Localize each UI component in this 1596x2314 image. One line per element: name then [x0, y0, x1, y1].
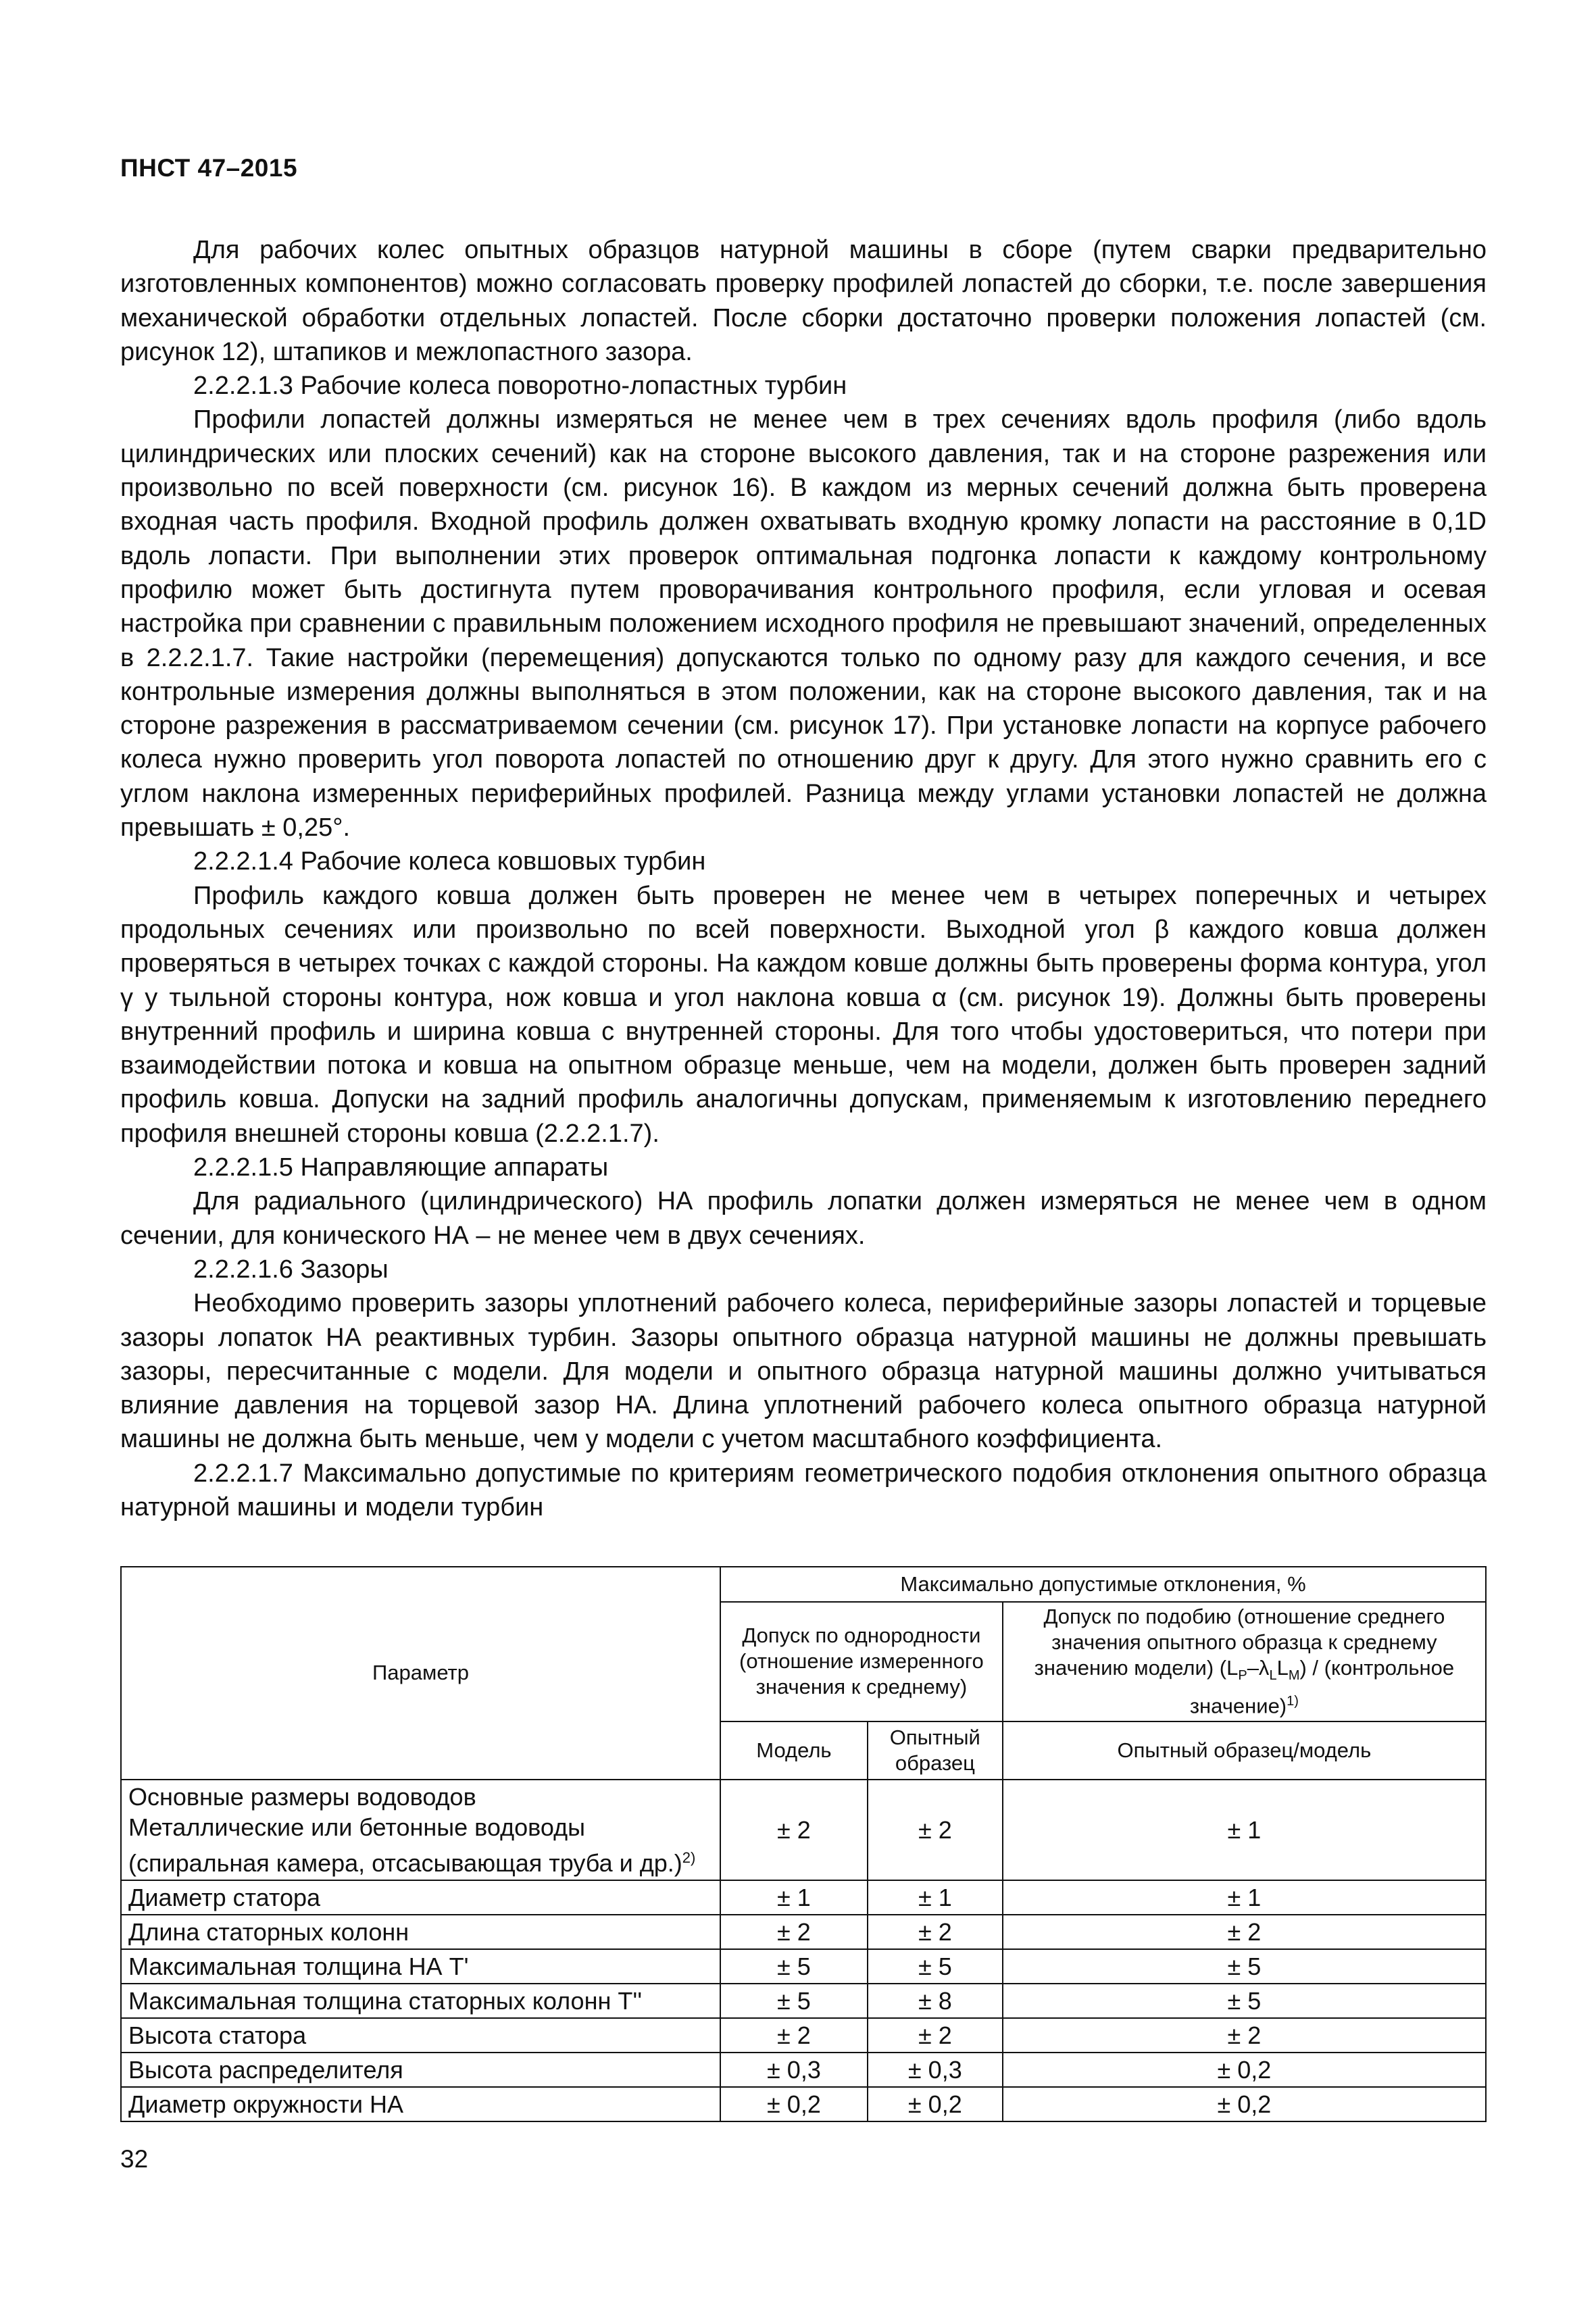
header-prototype: Опытный образец: [868, 1721, 1003, 1780]
table-cell: ± 2: [720, 1915, 868, 1949]
document-code-header: ПНСТ 47–2015: [120, 154, 298, 182]
table-row: [121, 1880, 1486, 1915]
table-row: [121, 2053, 1486, 2087]
section-heading: 2.2.2.1.6 Зазоры: [193, 1255, 389, 1284]
paragraph: Для рабочих колес опытных образцов натурной машины в сборе (путем сварки предварительно изготовленных компонентов) можно согласовать проверку профилей лопастей до сборки, т.е. после завершения механической обработки отдельных лопастей. После сборки достаточно проверки положения лопастей (см. рисунок 12), штапиков и межлопастного зазора.: [120, 236, 1487, 366]
page-number: 32: [120, 2145, 149, 2173]
table-cell-param: Длина статорных колонн: [121, 1915, 720, 1949]
table-cell: ± 0,2: [868, 2087, 1003, 2121]
table-cell-param: Максимальная толщина НА T': [121, 1949, 720, 1984]
paragraph: Необходимо проверить зазоры уплотнений рабочего колеса, периферийные зазоры лопастей и торцевые зазоры лопаток НА реактивных турбин. Зазоры опытного образца натурной машины не должны превышать зазоры, пересчитанные с модели. Для модели и опытного образца натурной машины должно учитываться влияние давления на торцевой зазор НА. Длина уплотнений рабочего колеса опытного образца натурной машины не должна быть меньше, чем у модели с учетом масштабного коэффициента.: [120, 1289, 1487, 1454]
table-cell-param: Высота распределителя: [121, 2053, 720, 2087]
table-cell: ± 1: [868, 1880, 1003, 1915]
table-cell-param: Основные размеры водоводов Металлические или бетонные водоводы (спиральная камера, отсасывающая труба и др.)$^{2)}$: [121, 1780, 720, 1880]
table-cell: ± 5: [1003, 1984, 1486, 2018]
table-cell: ± 1: [1003, 1780, 1486, 1880]
table-cell: ± 2: [868, 2018, 1003, 2053]
table-cell: ± 2: [1003, 1915, 1486, 1949]
table-row: [121, 1780, 1486, 1880]
table-cell: ± 2: [1003, 2018, 1486, 2053]
table-cell-param: Максимальная толщина статорных колонн T'': [121, 1984, 720, 2018]
table-cell: ± 5: [720, 1984, 868, 2018]
paragraph: Профили лопастей должны измеряться не менее чем в трех сечениях вдоль профиля (либо вдоль цилиндрических или плоских сечений) как на стороне высокого давления, так и на стороне разрежения или произвольно по всей поверхности (см. рисунок 16). В каждом из мерных сечений должна быть проверена входная часть профиля. Входной профиль должен охватывать входную кромку лопасти на расстояние в 0,1D вдоль лопасти. При выполнении этих проверок оптимальная подгонка лопасти к каждому контрольному профилю может быть достигнута путем проворачивания контрольного профиля, если угловая и осевая настройка при сравнении с правильным положением исходного профиля не превышают значений, определенных в 2.2.2.1.7. Такие настройки (перемещения) допускаются только по одному разу для каждого сечения, и все контрольные измерения должны выполняться в этом положении, как на стороне высокого давления, так и на стороне разрежения в рассматриваемом сечении (см. рисунок 17). При установке лопасти на корпусе рабочего колеса нужно проверить угол поворота лопастей по отношению друг к другу. Для этого нужно сравнить его с углом наклона измеренных периферийных профилей. Разница между углами установки лопастей не должна превышать ± 0,25°.: [120, 405, 1487, 842]
table-cell: ± 5: [1003, 1949, 1486, 1984]
section-heading: 2.2.2.1.4 Рабочие колеса ковшовых турбин: [193, 847, 706, 876]
table-cell-param: Диаметр статора: [121, 1880, 720, 1915]
table-row: [121, 1984, 1486, 2018]
table-cell: ± 2: [868, 1915, 1003, 1949]
header-parameter: Параметр: [121, 1567, 720, 1780]
header-max-deviations: Максимально допустимые отклонения, %: [720, 1567, 1486, 1602]
section-heading: 2.2.2.1.3 Рабочие колеса поворотно-лопастных турбин: [193, 372, 847, 401]
table-caption: 2.2.2.1.7 Максимально допустимые по критериям геометрического подобия отклонения опытного образца натурной машины и модели турбин: [120, 1459, 1487, 1521]
table-cell: ± 8: [868, 1984, 1003, 2018]
table-cell: ± 1: [720, 1880, 868, 1915]
table-cell: ± 0,2: [1003, 2053, 1486, 2087]
table-cell: ± 2: [720, 2018, 868, 2053]
table-cell: ± 1: [1003, 1880, 1486, 1915]
header-model: Модель: [720, 1721, 868, 1780]
table-cell: ± 2: [868, 1780, 1003, 1880]
table-cell: ± 5: [868, 1949, 1003, 1984]
section-heading: 2.2.2.1.5 Направляющие аппараты: [193, 1153, 609, 1182]
paragraph: Профиль каждого ковша должен быть проверен не менее чем в четырех поперечных и четырех продольных сечениях или произвольно по всей поверхности. Выходной угол β каждого ковша должен проверяться в четырех точках с каждой стороны. На каждом ковше должны быть проверены форма контура, угол γ у тыльной стороны контура, нож ковша и угол наклона ковша α (см. рисунок 19). Должны быть проверены внутренний профиль и ширина ковша с внутренней стороны. Для того чтобы удостовериться, что потери при взаимодействии потока и ковша на опытном образце меньше, чем на модели, должен быть проверен задний профиль ковша. Допуски на задний профиль аналогичны допускам, применяемым к изготовлению переднего профиля внешней стороны ковша (2.2.2.1.7).: [120, 881, 1487, 1148]
table-cell: ± 0,3: [720, 2053, 868, 2087]
table-cell: ± 0,2: [1003, 2087, 1486, 2121]
table-cell: ± 5: [720, 1949, 868, 1984]
table-cell-param: Диаметр окружности НА: [121, 2087, 720, 2121]
header-similarity: Допуск по подобию (отношение среднего значения опытного образца к среднему значению модели) $(L_P-\lambda_LL_M)$ / (контрольное значение)$^{1)}$: [1003, 1602, 1486, 1721]
paragraph: Для радиального (цилиндрического) НА профиль лопатки должен измеряться не менее чем в одном сечении, для конического НА – не менее чем в двух сечениях.: [120, 1187, 1487, 1250]
document-body: [120, 233, 1487, 1524]
table-row: [121, 1915, 1486, 1949]
table-cell: ± 2: [720, 1780, 868, 1880]
table-cell: ± 0,2: [720, 2087, 868, 2121]
table-cell-param: Высота статора: [121, 2018, 720, 2053]
table-row: [121, 2087, 1486, 2121]
table-row: [121, 2018, 1486, 2053]
header-prototype-model: Опытный образец/модель: [1003, 1721, 1486, 1780]
header-uniformity: Допуск по однородности (отношение измеренного значения к среднему): [720, 1602, 1003, 1721]
table-cell: ± 0,3: [868, 2053, 1003, 2087]
table-row: [121, 1949, 1486, 1984]
tolerance-table: [120, 1566, 1487, 2122]
